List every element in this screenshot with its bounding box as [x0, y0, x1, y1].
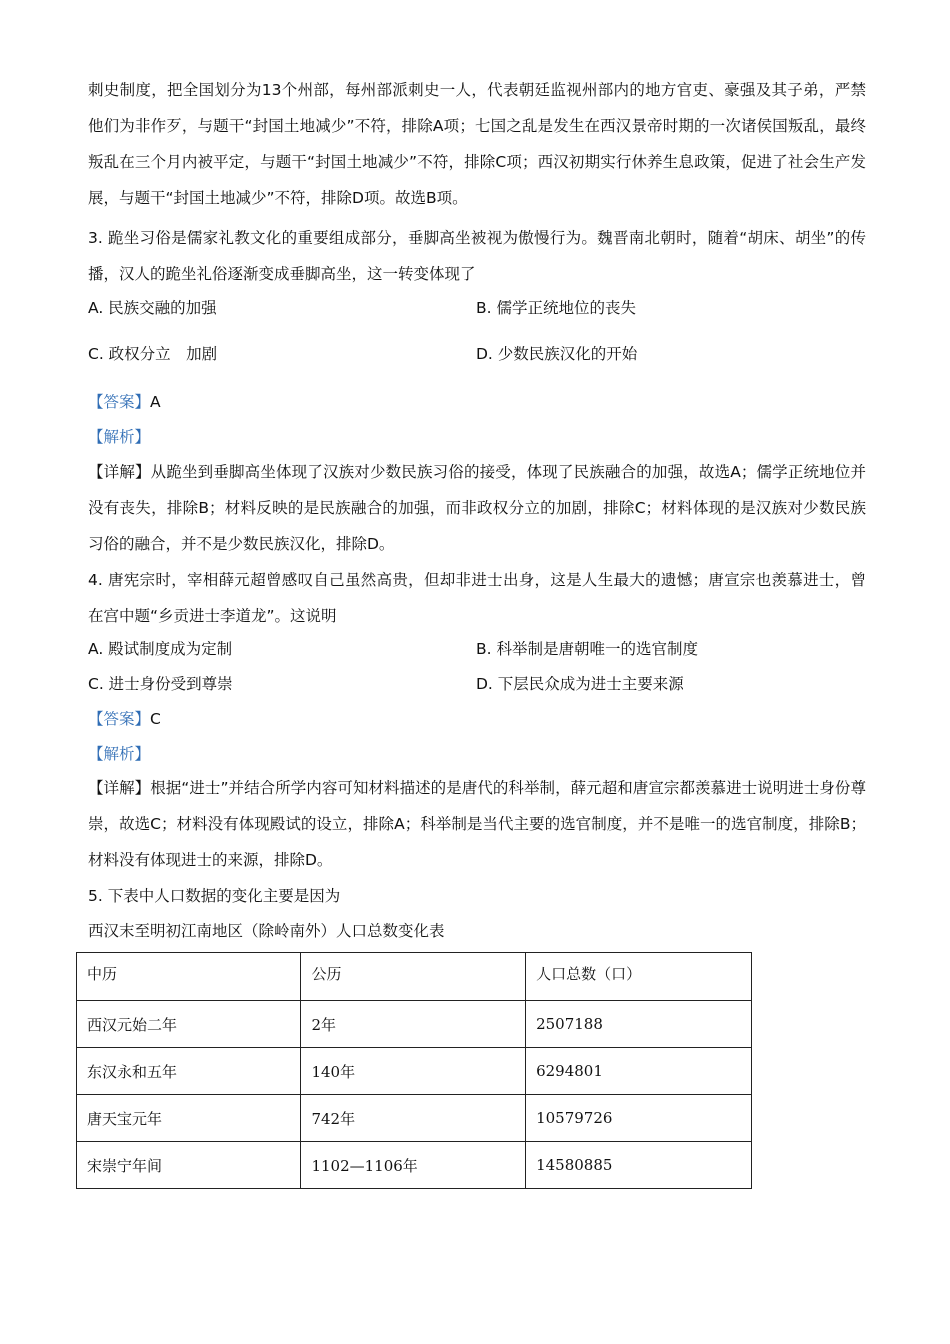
table-cell: 742年	[301, 1095, 526, 1142]
q3-answer	[88, 390, 161, 414]
table-cell: 西汉元始二年	[77, 1001, 301, 1048]
answer-value: C	[150, 710, 161, 728]
table-row	[77, 1095, 752, 1142]
q3-detail: 【详解】从跪坐到垂脚高坐体现了汉族对少数民族习俗的接受，体现了民族融合的加强，故选A；儒学正统地位并没有丧失，排除B；材料反映的是民族融合的加强，而非政权分立的加剧，排除C；材料体现的是汉族对少数民族习俗的融合，并不是少数民族汉化，排除D。	[88, 463, 866, 553]
table-header-row	[77, 953, 752, 1001]
q3-option-b: B. 儒学正统地位的丧失	[476, 299, 636, 317]
table-row	[77, 1001, 752, 1048]
table-cell: 宋崇宁年间	[77, 1142, 301, 1189]
header-chinese-calendar: 中历	[77, 953, 301, 1001]
q4-answer	[88, 707, 161, 731]
q4-option-d: D. 下层民众成为进士主要来源	[476, 675, 684, 693]
q5-stem: 5. 下表中人口数据的变化主要是因为	[88, 887, 341, 905]
answer-tag: 【答案】	[88, 393, 151, 411]
q4-option-b: B. 科举制是唐朝唯一的选官制度	[476, 640, 698, 658]
q3-option-d: D. 少数民族汉化的开始	[476, 345, 638, 363]
table-row	[77, 1142, 752, 1189]
q4-analysis-tag: 【解析】	[88, 745, 151, 763]
table-row	[77, 1048, 752, 1095]
q3-stem: 3. 跪坐习俗是儒家礼教文化的重要组成部分，垂脚高坐被视为傲慢行为。魏晋南北朝时，随着“胡床、胡坐”的传播，汉人的跪坐礼俗逐渐变成垂脚高坐，这一转变体现了	[88, 229, 866, 283]
table-cell: 唐天宝元年	[77, 1095, 301, 1142]
table-cell: 东汉永和五年	[77, 1048, 301, 1095]
q3-option-a: A. 民族交融的加强	[88, 299, 217, 317]
table-cell: 2年	[301, 1001, 526, 1048]
q4-option-a: A. 殿试制度成为定制	[88, 640, 233, 658]
table-cell: 14580885	[526, 1142, 752, 1189]
q5-table-title: 西汉末至明初江南地区（除岭南外）人口总数变化表	[88, 922, 445, 940]
table-cell: 6294801	[526, 1048, 752, 1095]
header-gregorian-calendar: 公历	[301, 953, 526, 1001]
population-table	[76, 952, 752, 1189]
table-cell: 10579726	[526, 1095, 752, 1142]
detail-tag: 【详解】	[88, 463, 151, 481]
q4-stem: 4. 唐宪宗时，宰相薛元超曾感叹自己虽然高贵，但却非进士出身，这是人生最大的遗憾；唐宣宗也羡慕进士，曾在宫中题“乡贡进士李道龙”。这说明	[88, 571, 866, 625]
answer-tag: 【答案】	[88, 710, 151, 728]
continued-explanation: 刺史制度，把全国划分为13个州部，每州部派刺史一人，代表朝廷监视州部内的地方官吏、豪强及其子弟，严禁他们为非作歹，与题干“封国土地减少”不符，排除A项；七国之乱是发生在西汉景帝时期的一次诸侯国叛乱，最终叛乱在三个月内被平定，与题干“封国土地减少”不符，排除C项；西汉初期实行休养生息政策，促进了社会生产发展，与题干“封国土地减少”不符，排除D项。故选B项。	[88, 81, 866, 207]
table-cell: 140年	[301, 1048, 526, 1095]
answer-value: A	[150, 393, 161, 411]
q4-option-c: C. 进士身份受到尊崇	[88, 675, 233, 693]
table-cell: 1102—1106年	[301, 1142, 526, 1189]
table-cell: 2507188	[526, 1001, 752, 1048]
q4-detail: 【详解】根据“进士”并结合所学内容可知材料描述的是唐代的科举制，薛元超和唐宣宗都羡慕进士说明进士身份尊崇，故选C；材料没有体现殿试的设立，排除A；科举制是当代主要的选官制度，并不是唯一的选官制度，排除B；材料没有体现进士的来源，排除D。	[88, 779, 866, 869]
header-population: 人口总数（口）	[526, 953, 752, 1001]
detail-tag: 【详解】	[88, 779, 151, 797]
q3-analysis-tag: 【解析】	[88, 428, 151, 446]
q3-option-c: C. 政权分立 加剧	[88, 345, 218, 363]
